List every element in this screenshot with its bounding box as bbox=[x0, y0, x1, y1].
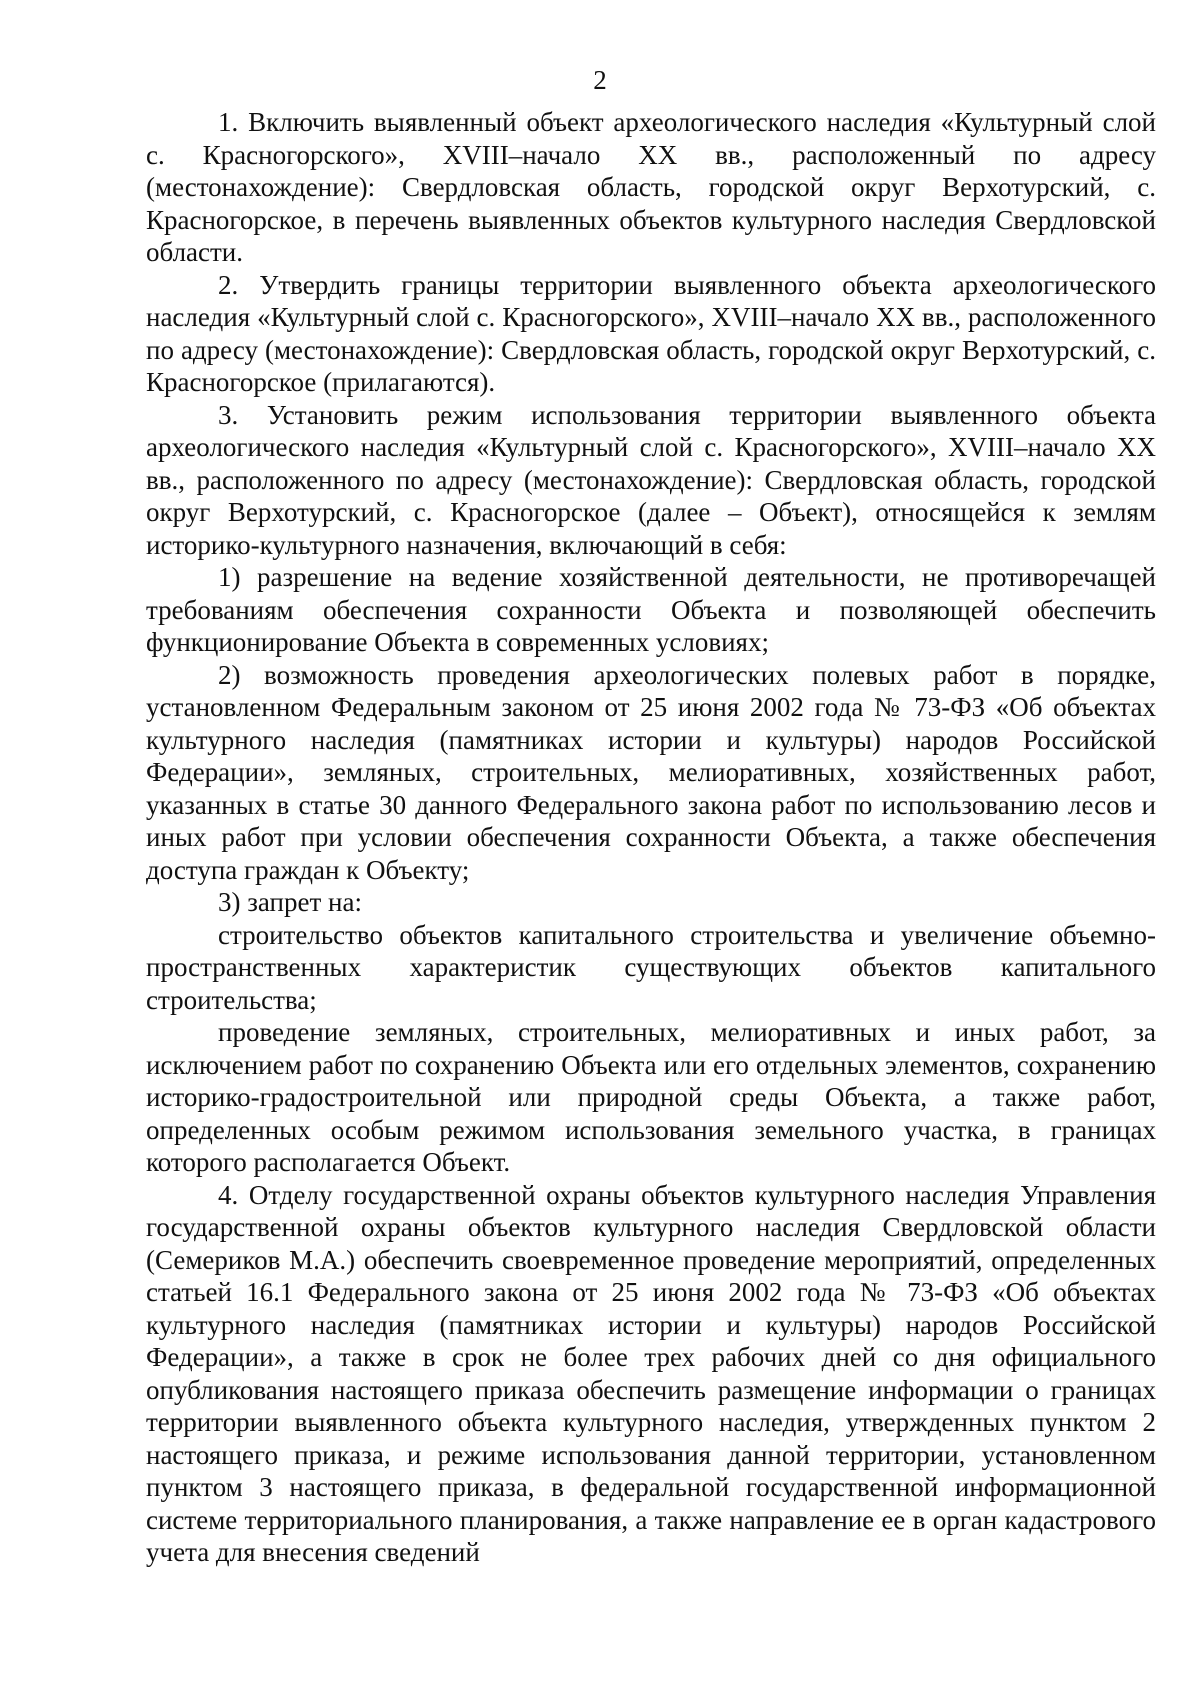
page-number: 2 bbox=[593, 65, 607, 95]
paragraph-prohibition-1: строительство объектов капитального строительства и увеличение объемно-пространственных характеристик существующих объектов капитального строительства; bbox=[146, 919, 1156, 1015]
paragraph-item-3: 3. Установить режим использования территории выявленного объекта археологического наследия «Культурный слой с. Красногорского», XVIII–начало XX вв., расположенного по адресу (местонахождение): Свердловская область, городской округ Верхотурский, с. Красногорское (далее – Объект), относящейся к землям историко-культурного назначения, включающий в себя: bbox=[146, 399, 1156, 560]
paragraph-subitem-1: 1) разрешение на ведение хозяйственной деятельности, не противоречащей требованиям обеспечения сохранности Объекта и позволяющей обеспечить функционирование Объекта в современных условиях; bbox=[146, 562, 1156, 657]
paragraph-subitem-2: 2) возможность проведения археологических полевых работ в порядке, установленном Федеральным законом от 25 июня 2002 года № 73-ФЗ «Об объектах культурного наследия (памятниках истории и культуры) народов Российской Федерации», земляных, строительных, мелиоративных, хозяйственных работ, указанных в статье 30 данного Федерального закона работ по использованию лесов и иных работ при условии обеспечения сохранности Объекта, а также обеспечения доступа граждан к Объекту; bbox=[146, 659, 1156, 885]
document-body bbox=[146, 106, 1156, 1569]
paragraph-item-1: 1. Включить выявленный объект археологического наследия «Культурный слой с. Красногорского», XVIII–начало XX вв., расположенный по адресу (местонахождение): Свердловская область, городской округ Верхотурский, с. Красногорское, в перечень выявленных объектов культурного наследия Свердловской области. bbox=[146, 107, 1156, 267]
paragraph-subitem-3: 3) запрет на: bbox=[218, 887, 362, 917]
paragraph-item-2: 2. Утвердить границы территории выявленного объекта археологического наследия «Культурный слой с. Красногорского», XVIII–начало XX вв., расположенного по адресу (местонахождение): Свердловская область, городской округ Верхотурский, с. Красногорское (прилагаются). bbox=[146, 269, 1156, 397]
paragraph-prohibition-2: проведение земляных, строительных, мелиоративных и иных работ, за исключением работ по сохранению Объекта или его отдельных элементов, сохранению историко-градостроительной или природной среды Объекта, а также работ, определенных особым режимом использования земельного участка, в границах которого располагается Объект. bbox=[146, 1017, 1156, 1177]
paragraph-item-4: 4. Отделу государственной охраны объектов культурного наследия Управления государственной охраны объектов культурного наследия Свердловской области (Семериков М.А.) обеспечить своевременное проведение мероприятий, определенных статьей 16.1 Федерального закона от 25 июня 2002 года № 73-ФЗ «Об объектах культурного наследия (памятниках истории и культуры) народов Российской Федерации», а также в срок не более трех рабочих дней со дня официального опубликования настоящего приказа обеспечить размещение информации о границах территории выявленного объекта культурного наследия, утвержденных пунктом 2 настоящего приказа, и режиме использования данной территории, установленном пунктом 3 настоящего приказа, в федеральной государственной информационной системе территориального планирования, а также направление ее в орган кадастрового учета для внесения сведений bbox=[146, 1179, 1156, 1567]
